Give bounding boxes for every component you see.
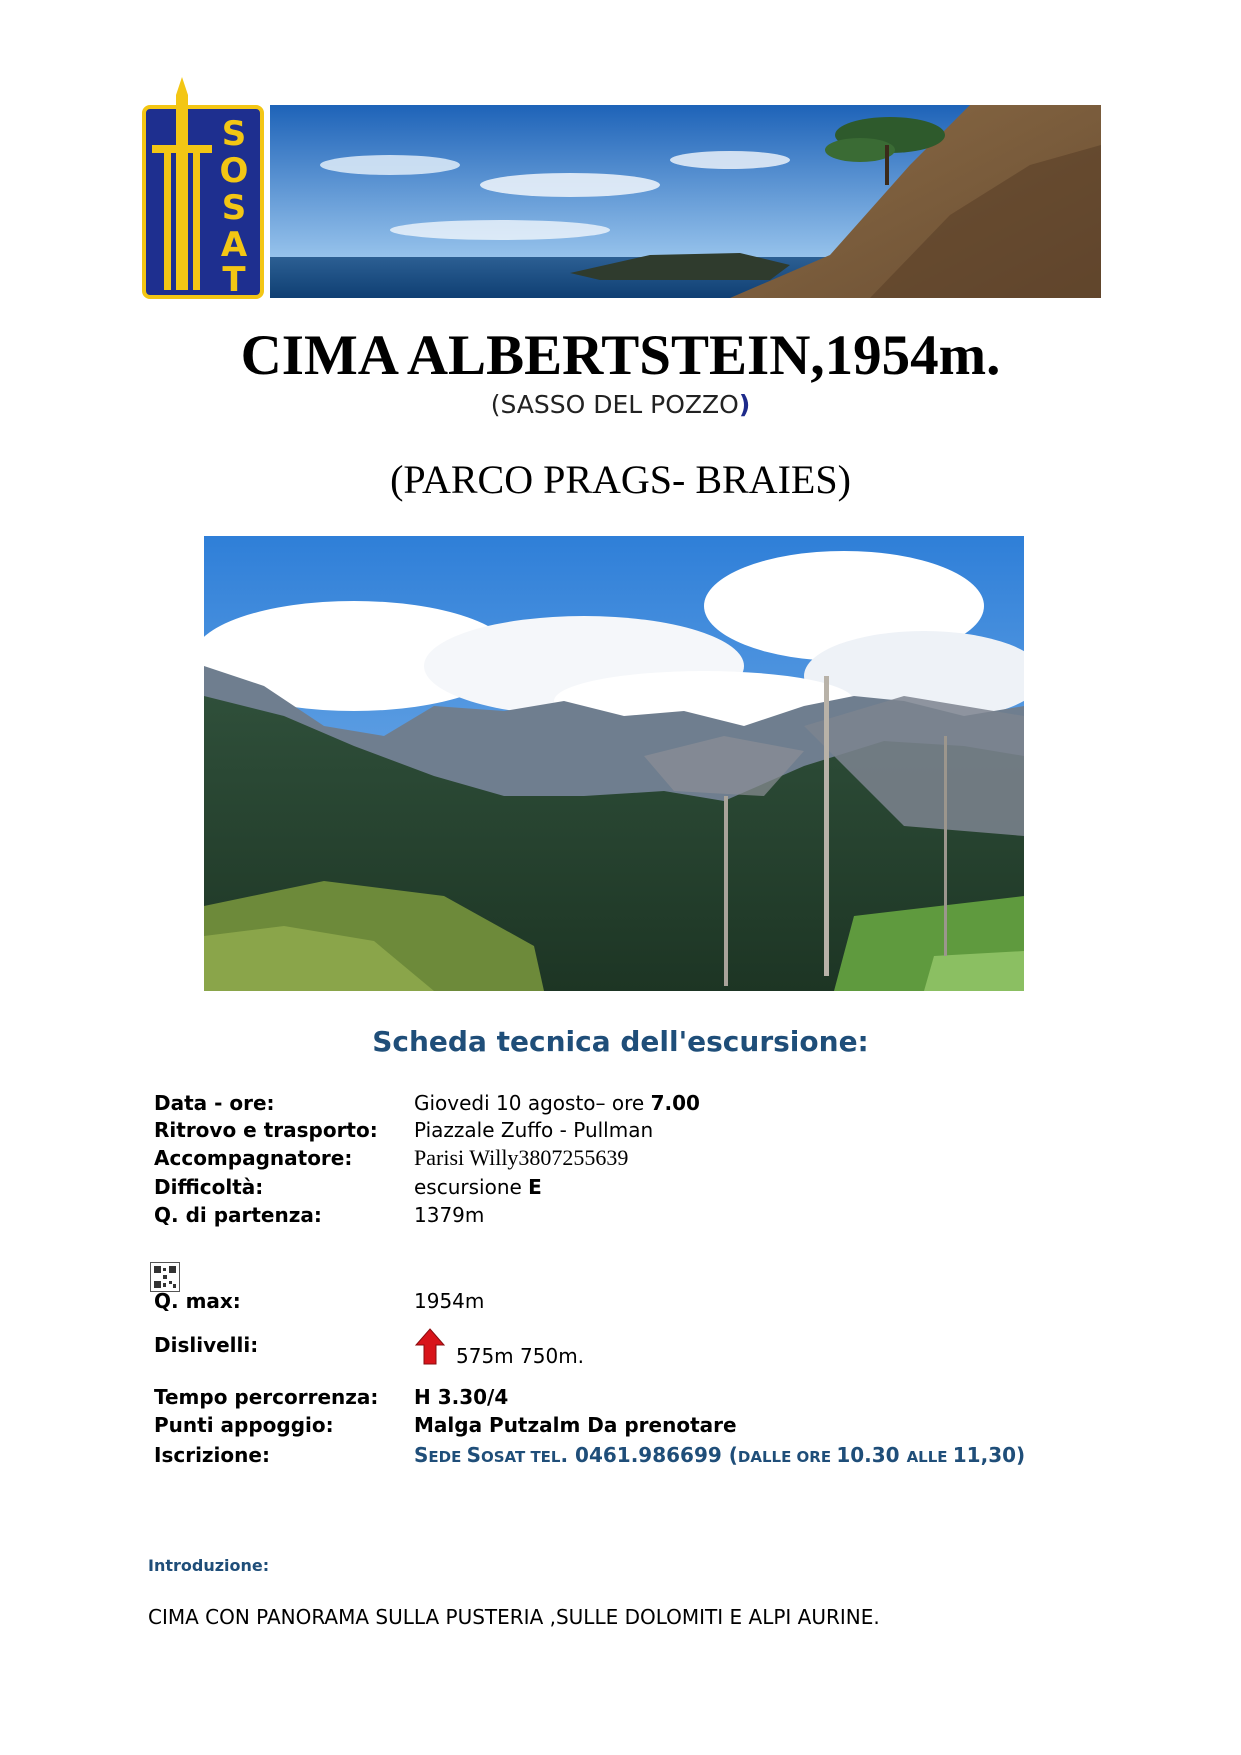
header-banner-image	[270, 105, 1101, 298]
park-name: (PARCO PRAGS- BRAIES)	[390, 457, 851, 502]
ritrovo-value: Piazzale Zuffo - Pullman	[414, 1118, 654, 1142]
difficolta-value	[414, 1173, 542, 1201]
ritrovo-label: Ritrovo e trasporto:	[154, 1118, 378, 1142]
svg-text:S: S	[221, 114, 247, 154]
detail-row-ritrovo	[154, 1116, 1114, 1144]
appoggio-value: Malga Putzalm Da prenotare	[414, 1413, 737, 1437]
detail-row-accompagnatore	[154, 1144, 1114, 1172]
appoggio-label: Punti appoggio:	[154, 1413, 334, 1437]
tempo-value: H 3.30/4	[414, 1385, 509, 1409]
detail-row-partenza	[154, 1201, 1114, 1229]
iscrizione-part: 11,30)	[952, 1443, 1026, 1467]
ascent-arrow-icon	[415, 1328, 445, 1366]
iscrizione-part: ALLE	[906, 1448, 953, 1466]
partenza-value: 1379m	[414, 1203, 485, 1227]
subtitle-close-paren: )	[738, 390, 751, 419]
detail-row-iscrizione	[154, 1441, 1114, 1469]
svg-text:S: S	[221, 188, 247, 228]
svg-text:A: A	[220, 225, 248, 265]
section-heading: Scheda tecnica dell'escursione:	[372, 1025, 869, 1058]
tempo-label: Tempo percorrenza:	[154, 1385, 379, 1409]
iscrizione-part: TEL	[530, 1448, 561, 1466]
intro-heading: Introduzione:	[148, 1556, 270, 1575]
dislivelli-value: 575m 750m.	[456, 1344, 585, 1368]
iscrizione-part: S	[414, 1443, 429, 1467]
qmax-value: 1954m	[414, 1289, 485, 1313]
sosat-logo	[142, 75, 264, 300]
accompagnatore-value: Parisi Willy3807255639	[414, 1145, 629, 1170]
iscrizione-part: S	[466, 1443, 481, 1467]
iscrizione-part: OSAT	[480, 1448, 531, 1466]
page-title: CIMA ALBERTSTEIN,1954m.	[240, 324, 1001, 387]
qmax-label: Q. max:	[154, 1289, 241, 1313]
detail-row-dislivelli	[154, 1331, 1114, 1359]
iscrizione-phone: . 0461.986699 (	[560, 1443, 738, 1467]
detail-row-tempo	[154, 1383, 1114, 1411]
partenza-label: Q. di partenza:	[154, 1203, 322, 1227]
data-label: Data - ore:	[154, 1091, 275, 1115]
dislivelli-label: Dislivelli:	[154, 1333, 259, 1357]
data-time: 7.00	[650, 1091, 700, 1115]
difficolta-text: escursione	[414, 1175, 529, 1199]
subtitle	[0, 388, 1241, 422]
subtitle-text: (SASSO DEL POZZO	[490, 390, 739, 419]
iscrizione-part: 10.30	[836, 1443, 907, 1467]
mountain-panorama-photo	[204, 536, 1024, 991]
iscrizione-part: EDE	[428, 1448, 467, 1466]
svg-text:T: T	[222, 260, 246, 300]
data-value	[414, 1089, 700, 1117]
accompagnatore-label: Accompagnatore:	[154, 1146, 353, 1170]
intro-text: CIMA CON PANORAMA SULLA PUSTERIA ,SULLE DOLOMITI E ALPI AURINE.	[148, 1605, 880, 1629]
detail-row-difficolta	[154, 1173, 1114, 1201]
detail-row-appoggio	[154, 1411, 1114, 1439]
iscrizione-value	[414, 1441, 1025, 1471]
iscrizione-label: Iscrizione:	[154, 1443, 270, 1467]
svg-text:O: O	[219, 151, 249, 191]
detail-row-qmax	[154, 1287, 1114, 1315]
difficolta-label: Difficoltà:	[154, 1175, 264, 1199]
data-text: Giovedi 10 agosto– ore	[414, 1091, 651, 1115]
iscrizione-part: DALLE ORE	[737, 1448, 837, 1466]
difficolta-grade: E	[528, 1175, 542, 1199]
detail-row-data	[154, 1089, 1114, 1117]
